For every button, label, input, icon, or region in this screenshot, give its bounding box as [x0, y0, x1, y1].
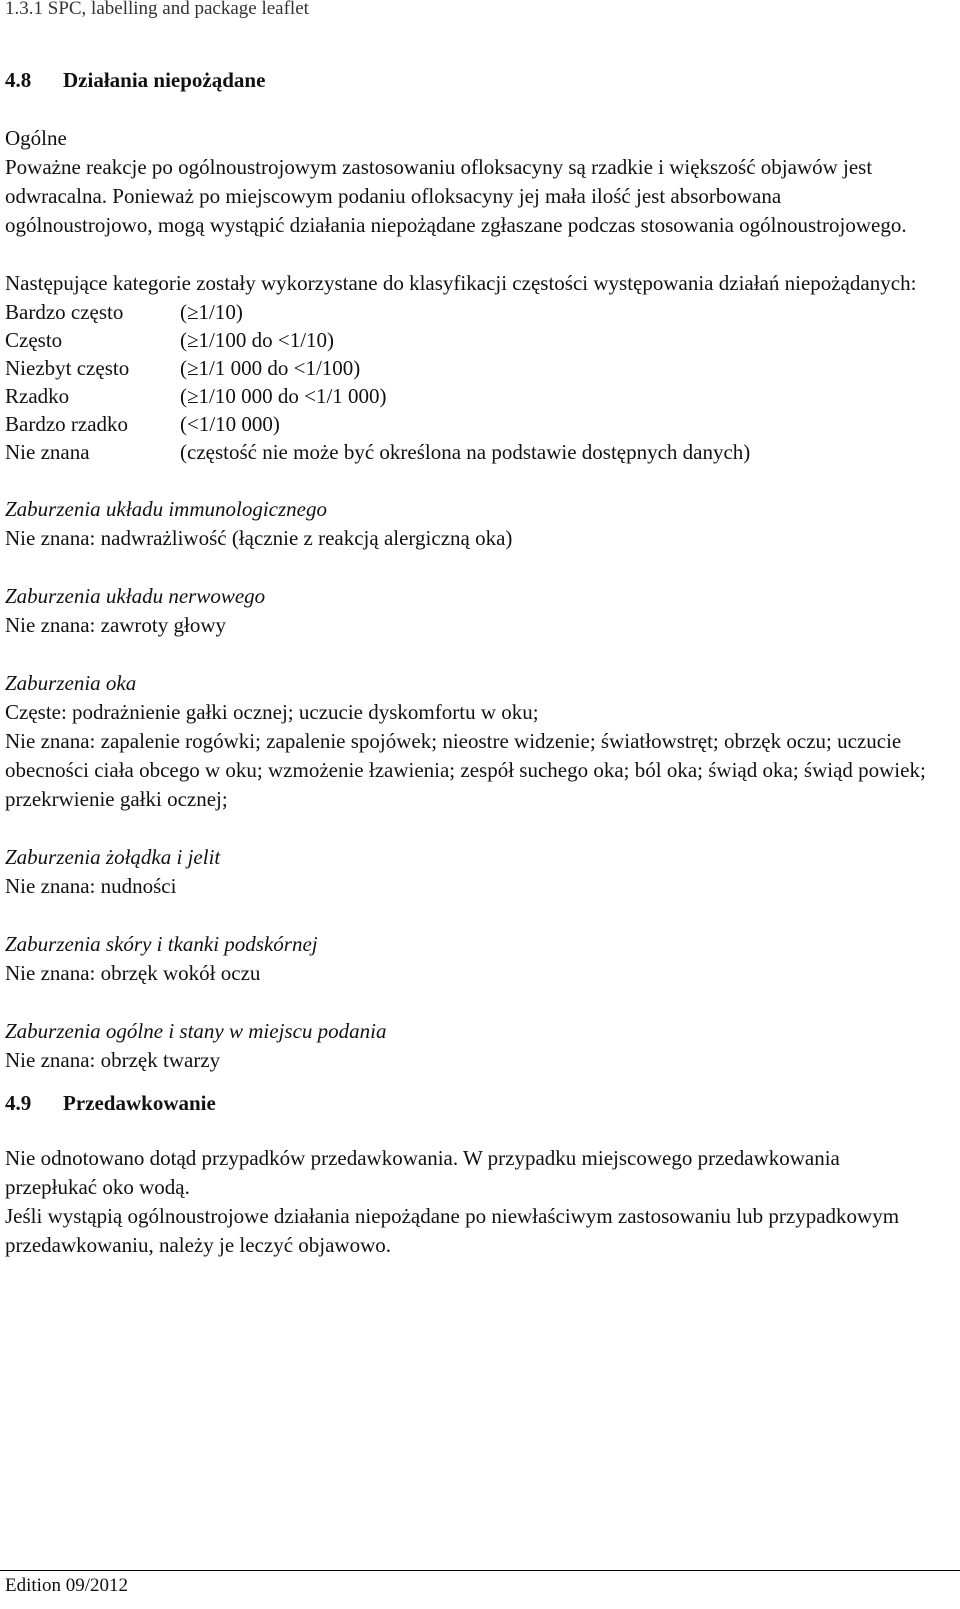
- frequency-row: [5, 410, 750, 438]
- frequency-value: (<1/10 000): [180, 412, 280, 436]
- frequency-label: Bardzo rzadko: [5, 412, 129, 436]
- soc-heading-immune: Zaburzenia układu immunologicznego: [5, 497, 327, 521]
- running-header: 1.3.1 SPC, labelling and package leaflet: [5, 0, 309, 19]
- overdose-paragraph: Nie odnotowano dotąd przypadków przedawkowania. W przypadku miejscowego przedawkowania przepłukać oko wodą.: [5, 1146, 840, 1199]
- soc-heading-gastro: Zaburzenia żołądka i jelit: [5, 845, 221, 869]
- soc-line: Nie znana: zapalenie rogówki; zapalenie spojówek; nieostre widzenie; światłowstręt; obrzęk oczu; uczucie obecności ciała obcego w oku; wzmożenie łzawienia; zespół suchego oka; ból oka; świąd oka; świąd powiek; przekrwienie gałki ocznej;: [5, 729, 926, 811]
- soc-heading-eye: Zaburzenia oka: [5, 671, 137, 695]
- frequency-label: Często: [5, 328, 63, 352]
- section-number: 4.9: [5, 1091, 32, 1115]
- frequency-row: [5, 326, 750, 354]
- soc-line: Nie znana: obrzęk twarzy: [5, 1048, 221, 1072]
- frequency-row: [5, 298, 750, 326]
- overdose-paragraph: Jeśli wystąpią ogólnoustrojowe działania niepożądane po niewłaściwym zastosowaniu lub przypadkowym przedawkowaniu, należy je leczyć objawowo.: [5, 1204, 900, 1257]
- frequency-label: Bardzo często: [5, 300, 124, 324]
- frequency-value: (≥1/10 000 do <1/1 000): [180, 384, 387, 408]
- soc-line: Nie znana: nudności: [5, 874, 177, 898]
- frequency-value: (częstość nie może być określona na podstawie dostępnych danych): [180, 440, 751, 464]
- soc-heading-skin: Zaburzenia skóry i tkanki podskórnej: [5, 932, 318, 956]
- frequency-row: [5, 354, 750, 382]
- soc-heading-nervous: Zaburzenia układu nerwowego: [5, 584, 266, 608]
- soc-line: Nie znana: zawroty głowy: [5, 613, 227, 637]
- document-body: [5, 66, 930, 1260]
- section-title: Przedawkowanie: [63, 1091, 216, 1115]
- frequency-row: [5, 438, 750, 466]
- section-title: Działania niepożądane: [63, 68, 266, 92]
- section-heading-4-9: [5, 1089, 930, 1118]
- soc-line: Nie znana: obrzęk wokół oczu: [5, 961, 261, 985]
- soc-line: Nie znana: nadwrażliwość (łącznie z reakcją alergiczną oka): [5, 526, 513, 550]
- frequency-label: Nie znana: [5, 440, 90, 464]
- frequency-label: Rzadko: [5, 384, 70, 408]
- general-text: Poważne reakcje po ogólnoustrojowym zastosowaniu ofloksacyny są rzadkie i większość objawów jest odwracalna. Ponieważ po miejscowym podaniu ofloksacyny jej mała ilość jest absorbowana ogólnoustrojowo, mogą wystąpić działania niepożądane zgłaszane podczas stosowania ogólnoustrojowego.: [5, 155, 907, 237]
- soc-heading-general: Zaburzenia ogólne i stany w miejscu podania: [5, 1019, 387, 1043]
- frequency-value: (≥1/10): [180, 300, 243, 324]
- frequency-label: Niezbyt często: [5, 356, 130, 380]
- section-heading-4-8: [5, 66, 930, 95]
- footer-divider: [0, 1570, 960, 1571]
- frequency-value: (≥1/1 000 do <1/100): [180, 356, 361, 380]
- frequency-row: [5, 382, 750, 410]
- section-number: 4.8: [5, 68, 32, 92]
- frequency-table: [5, 298, 750, 466]
- soc-line: Częste: podrażnienie gałki ocznej; uczucie dyskomfortu w oku;: [5, 700, 539, 724]
- frequency-value: (≥1/100 do <1/10): [180, 328, 335, 352]
- general-label: Ogólne: [5, 126, 67, 150]
- footer-edition: Edition 09/2012: [5, 1575, 128, 1596]
- frequency-intro: Następujące kategorie zostały wykorzystane do klasyfikacji częstości występowania działań niepożądanych:: [5, 271, 917, 295]
